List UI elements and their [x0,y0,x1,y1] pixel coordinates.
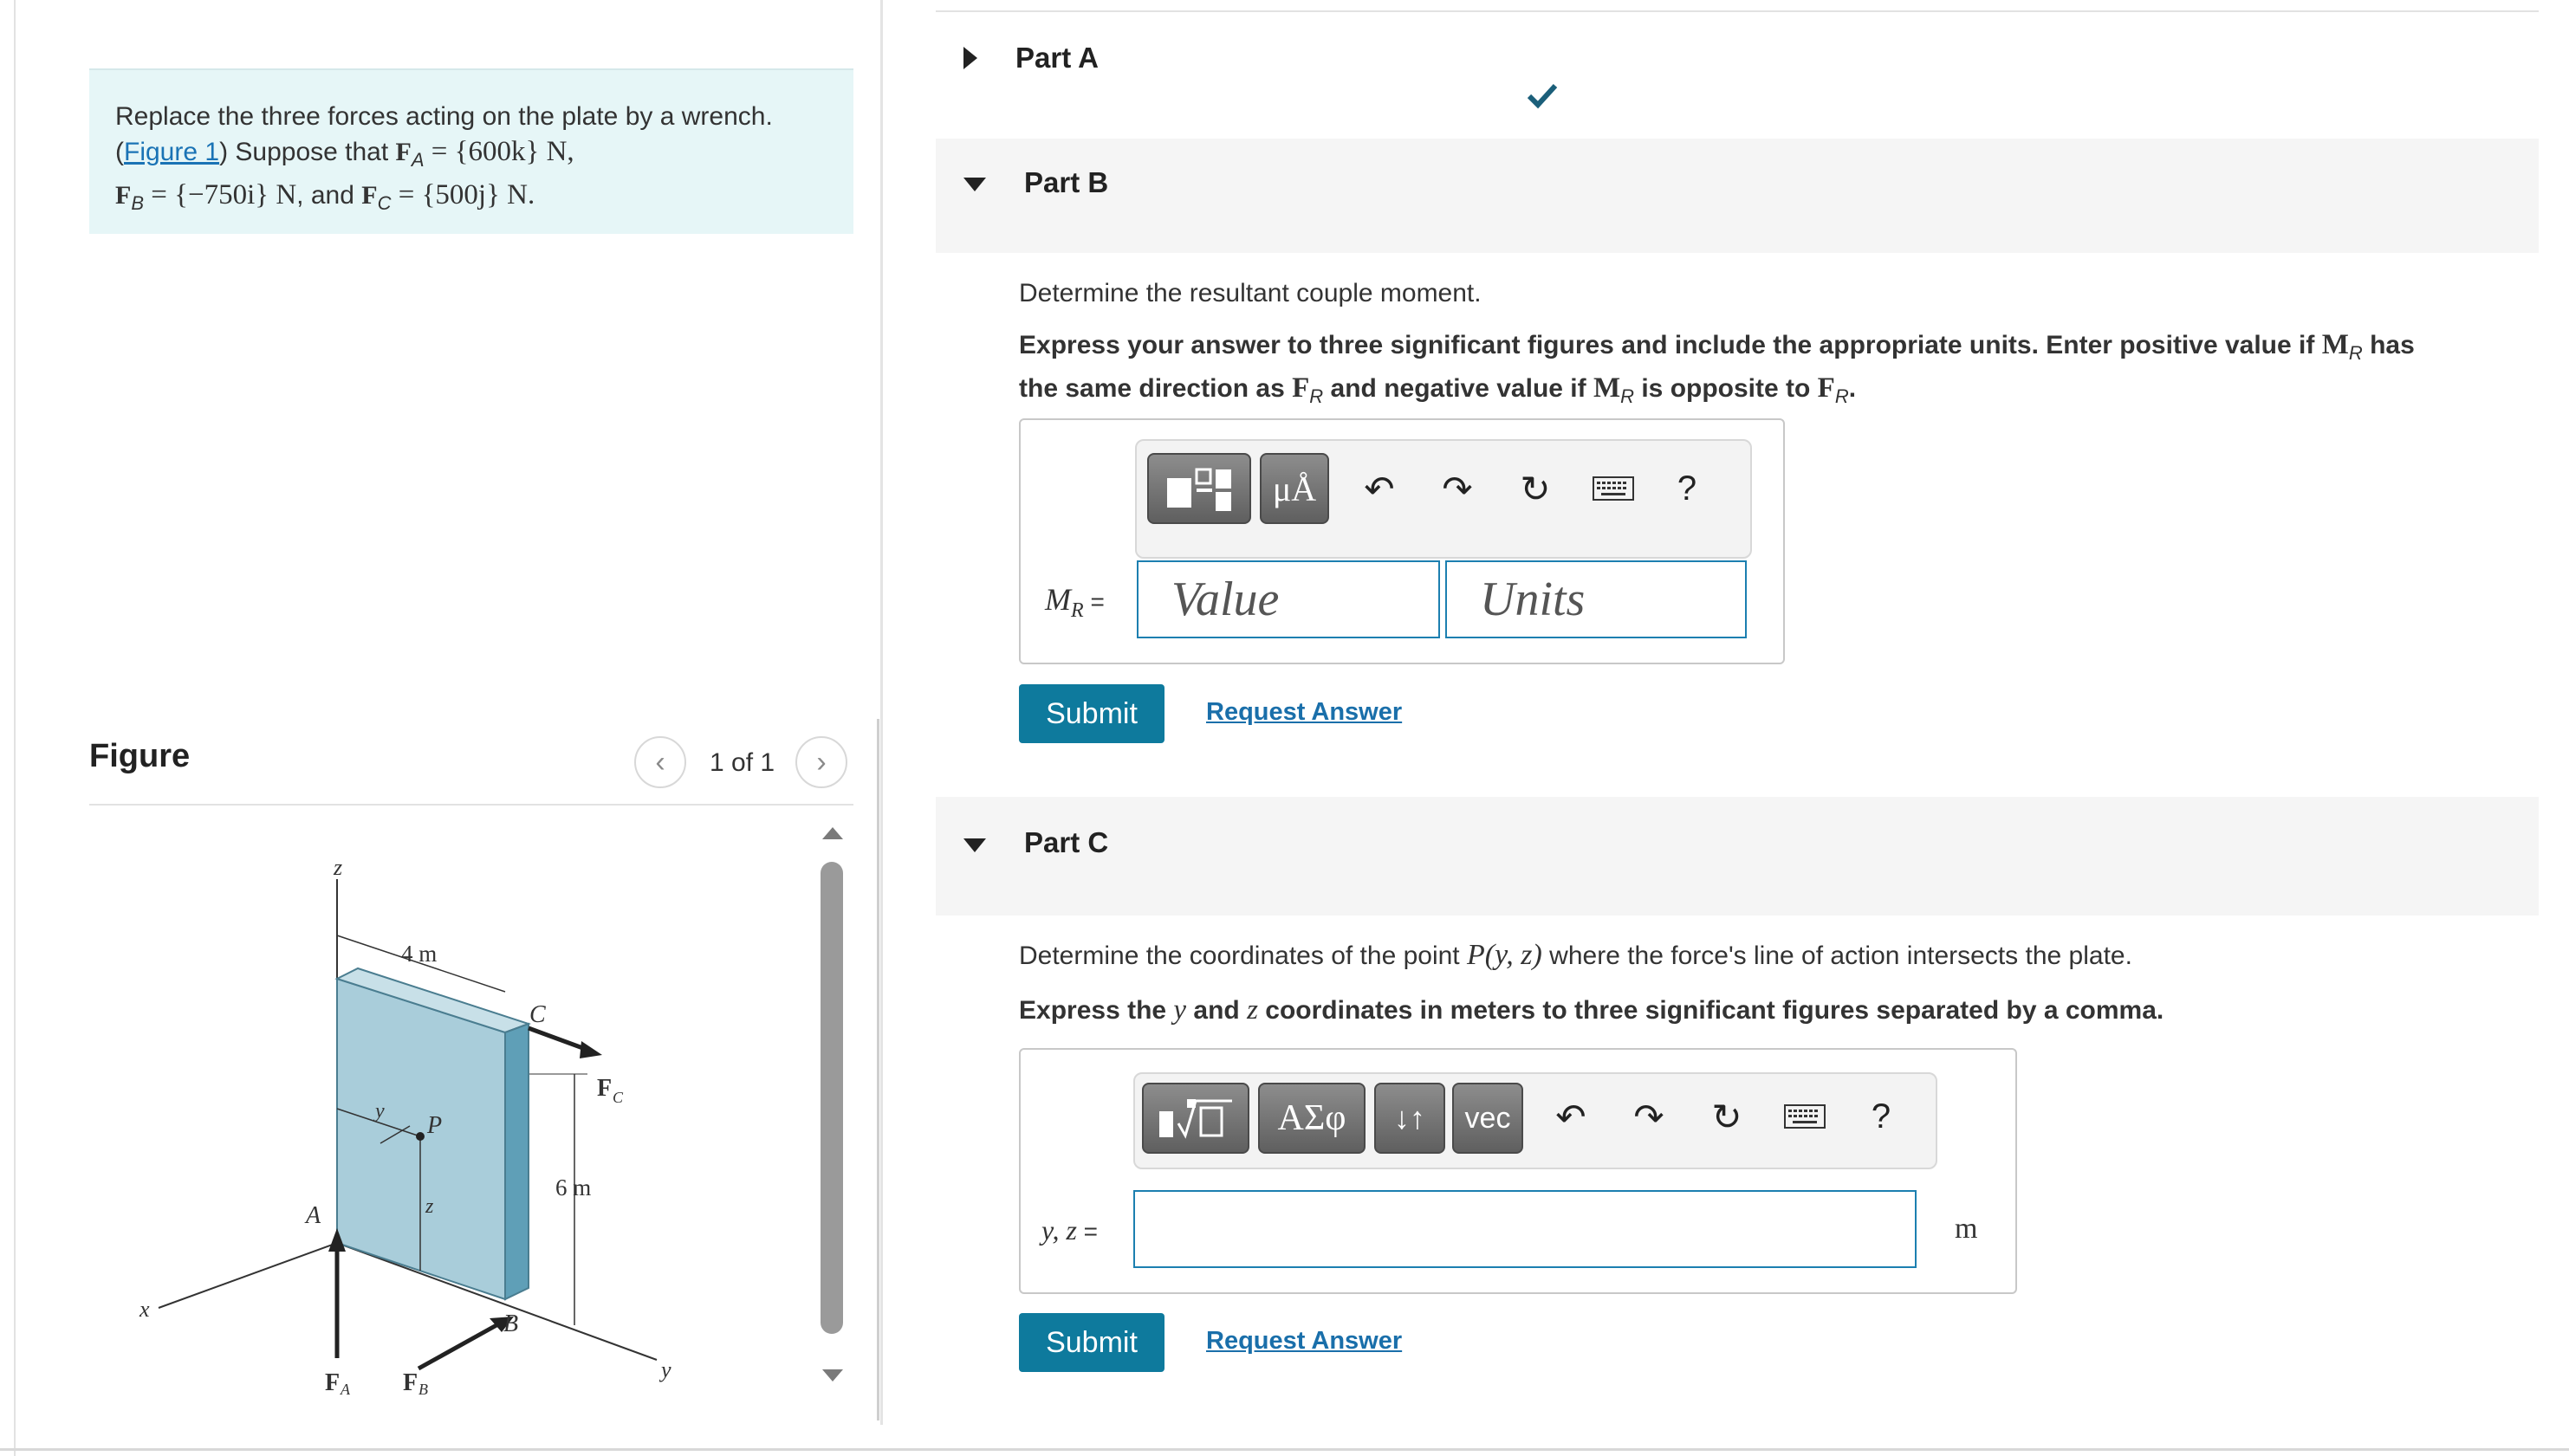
part-b-submit-button[interactable]: Submit [1019,684,1164,743]
svg-text:C: C [613,1089,624,1106]
templates-button[interactable] [1147,453,1251,524]
checkmark-icon [1525,78,1560,113]
sqrt-templates-icon [1152,1092,1239,1144]
value-input[interactable]: Value [1137,560,1440,638]
part-c-request-answer-link[interactable]: Request Answer [1206,1327,1403,1355]
part-b-instructions: Express your answer to three significant figures and include the appropriate units. Enter positive value if $M_R$ has the same direction as $F_R$ and negative value if $M_R$ is opposite to $F_R$. [1019,329,2415,407]
reset-icon[interactable]: ↻ [1520,468,1551,509]
svg-text:y: y [375,1100,385,1123]
redo-icon[interactable]: ↷ [1442,468,1473,509]
force-fc [529,1028,587,1050]
top-rule [936,10,2539,12]
problem-line-1: Replace the three forces acting on the plate by a wrench. [115,102,773,131]
svg-text:y: y [661,1357,671,1382]
help-icon[interactable]: ? [1677,469,1697,508]
figure-image [89,814,808,1395]
undo-icon[interactable]: ↶ [1555,1096,1586,1137]
chevron-right-icon: › [816,745,827,779]
part-c-label: Part C [1024,826,1109,858]
part-b-label: Part B [1024,166,1109,198]
greek-button[interactable] [1258,1083,1366,1154]
point-p [416,1132,425,1141]
x-axis [159,1243,337,1308]
window-edge-bottom [0,1448,2569,1451]
part-a-label: Part A [1015,42,1099,74]
caret-down-icon [963,838,986,852]
yz-label: y, z = [1041,1214,1099,1246]
figure-next-button[interactable] [795,736,847,788]
svg-text:F: F [403,1369,418,1395]
panel-divider-lower [877,719,879,1420]
templates-button[interactable] [1142,1083,1249,1154]
reset-icon[interactable]: ↻ [1711,1096,1742,1137]
part-b-answer-box [1019,418,1785,664]
part-c-instructions: Express the y and z coordinates in meters to three significant figures separated by a comma. [1019,994,2164,1026]
svg-text:A: A [341,1381,350,1395]
panel-divider [880,0,883,1425]
keyboard-icon[interactable] [1783,1095,1826,1138]
svg-text:F: F [597,1075,613,1102]
part-c-toolbar [1133,1072,1937,1169]
part-b-header[interactable] [936,139,2539,253]
units-button[interactable] [1260,453,1329,524]
svg-text:B: B [418,1381,428,1395]
part-b-request-answer-link[interactable]: Request Answer [1206,698,1403,726]
svg-text:P: P [427,1112,443,1139]
subscript-button[interactable] [1374,1083,1445,1154]
part-c-question: Determine the coordinates of the point P(y, z) where the force's line of action intersects the plate. [1019,939,2132,971]
svg-text:B: B [503,1310,519,1337]
plate-diagram [89,814,808,1395]
svg-text:4 m: 4 m [401,941,438,967]
mr-label: $M_R$ = [1045,582,1105,623]
yz-input[interactable] [1133,1190,1917,1268]
svg-text:z: z [425,1195,434,1218]
svg-text:F: F [325,1369,341,1395]
vec-button[interactable] [1452,1083,1523,1154]
part-c-submit-button[interactable]: Submit [1019,1313,1164,1372]
chevron-left-icon: ‹ [655,745,665,779]
part-a-header[interactable] [936,26,2539,95]
svg-text:A: A [306,1202,321,1229]
svg-text:x: x [139,1297,150,1322]
figure-title: Figure [89,738,191,774]
arrows-icon: ↓↑ [1394,1101,1425,1136]
part-b-question: Determine the resultant couple moment. [1019,279,1482,307]
scroll-down-icon[interactable] [822,1369,843,1382]
force-fb [418,1325,496,1369]
window-edge-left [14,0,16,1456]
svg-text:z: z [334,855,343,880]
greek-icon: ΑΣφ [1277,1098,1346,1138]
vec-icon: vec [1464,1101,1511,1135]
unit-meters: m [1955,1213,1978,1245]
help-icon[interactable]: ? [1871,1097,1891,1136]
svg-text:6 m: 6 m [555,1175,592,1200]
part-b-toolbar [1135,439,1752,559]
svg-text:C: C [529,1001,546,1028]
units-input[interactable]: Units [1445,560,1747,638]
redo-icon[interactable]: ↷ [1633,1096,1664,1137]
figure-scrollbar[interactable] [819,827,845,1382]
part-c-answer-box [1019,1048,2017,1294]
figure-counter: 1 of 1 [710,748,775,777]
problem-line-2: (Figure 1) Suppose that $F_A = \{600k\}$ N, [115,136,574,171]
figure-header [89,736,853,806]
problem-statement [89,68,853,234]
figure-prev-button[interactable] [634,736,686,788]
problem-line-3: $F_B = \{-750i\}$ N, and $F_C = \{500j\}$ N. [115,179,535,214]
part-c-header[interactable] [936,797,2539,916]
plate-side [505,1024,529,1299]
undo-icon[interactable]: ↶ [1364,468,1395,509]
templates-icon [1160,463,1238,514]
caret-right-icon [963,47,977,69]
caret-down-icon [963,178,986,191]
scroll-up-icon[interactable] [822,827,843,839]
units-icon: μÅ [1272,469,1317,508]
figure-link[interactable]: Figure 1 [124,138,220,166]
scroll-thumb[interactable] [821,862,843,1334]
keyboard-icon[interactable] [1592,467,1635,510]
